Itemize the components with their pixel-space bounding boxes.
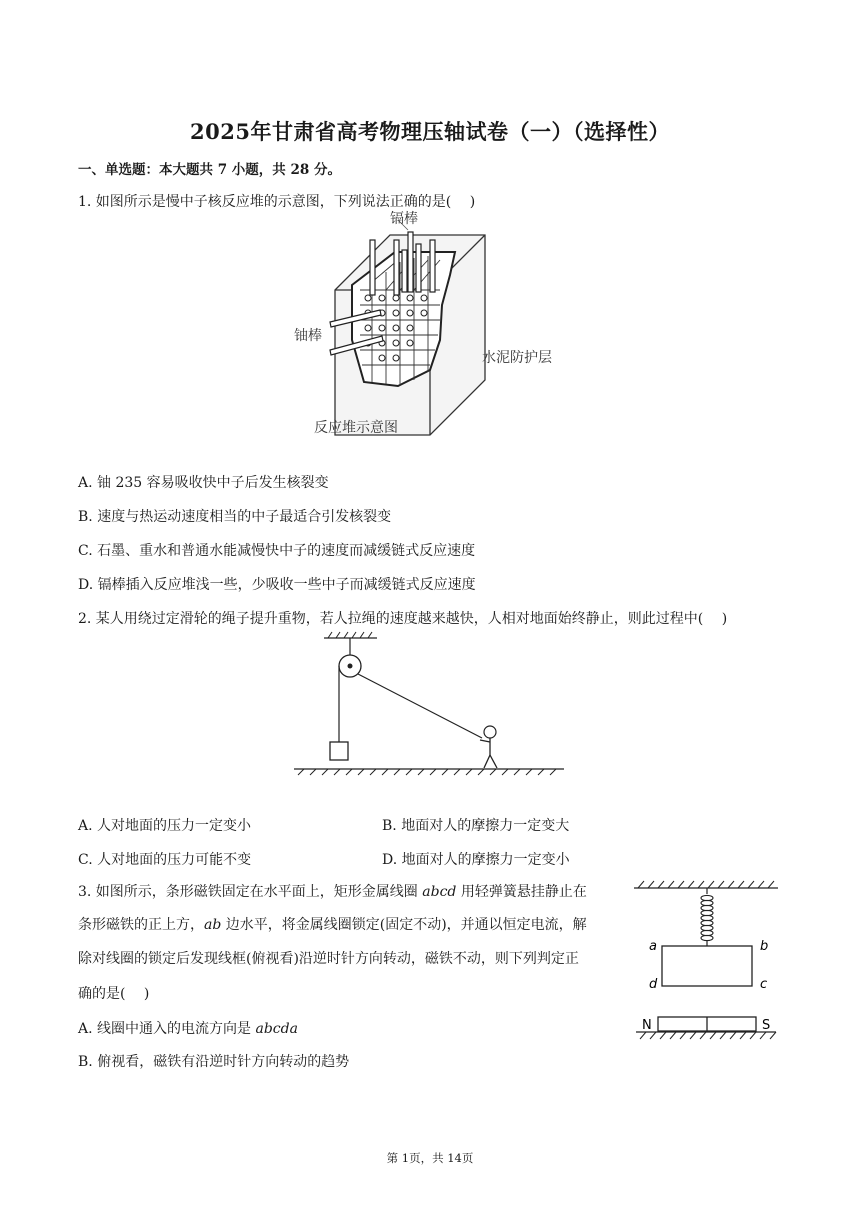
- q2-option-d: D. 地面对人的摩擦力一定变小: [382, 852, 570, 868]
- reactor-figure: [290, 210, 580, 442]
- q3-stem-line-2: 条形磁铁的正上方，ab 边水平，将金属线圈锁定(固定不动)，并通以恒定电流，解: [78, 917, 587, 933]
- page-footer: 第 1页，共 14页: [386, 1151, 474, 1165]
- q3-stem-line-4: 确的是( ): [78, 986, 150, 1002]
- reactor-label-left: 铀棒: [294, 328, 322, 344]
- page-title: 2025年甘肃省高考物理压轴试卷（一）（选择性）: [190, 119, 670, 144]
- q2-option-b: B. 地面对人的摩擦力一定变大: [382, 818, 570, 834]
- coil-magnet-figure: [632, 876, 780, 1046]
- q3-option-b: B. 俯视看，磁铁有沿逆时针方向转动的趋势: [78, 1054, 350, 1070]
- magnet-label-n: N: [642, 1018, 652, 1033]
- q3-stem-line-1: 3. 如图所示，条形磁铁固定在水平面上，矩形金属线圈 abcd 用轻弹簧悬挂静止在: [78, 884, 587, 900]
- q3-var-abcda: abcda: [255, 1021, 298, 1037]
- q3-stem-line-3: 除对线圈的锁定后发现线框(俯视看)沿逆时针方向转动，磁铁不动，则下列判定正: [78, 951, 579, 967]
- section-heading: 一、单选题：本大题共 7 小题，共 28 分。: [78, 162, 341, 178]
- q2-stem: 2. 某人用绕过定滑轮的绳子提升重物，若人拉绳的速度越来越快，人相对地面始终静止，则此过程中( ): [78, 611, 728, 627]
- reactor-label-top: 镉棒: [390, 211, 418, 227]
- q3-var-abcd: abcd: [422, 884, 457, 900]
- q1-stem: 1. 如图所示是慢中子核反应堆的示意图，下列说法正确的是( ): [78, 194, 476, 210]
- corner-label-a: a: [649, 939, 657, 954]
- q3-option-a: A. 线圈中通入的电流方向是 abcda: [78, 1021, 298, 1037]
- q3-var-ab: ab: [204, 917, 222, 933]
- q1-option-b: B. 速度与热运动速度相当的中子最适合引发核裂变: [78, 509, 392, 525]
- corner-label-b: b: [760, 939, 769, 954]
- q2-option-a: A. 人对地面的压力一定变小: [78, 818, 252, 834]
- q2-option-c: C. 人对地面的压力可能不变: [78, 852, 252, 868]
- q1-option-a: A. 铀 235 容易吸收快中子后发生核裂变: [78, 475, 329, 491]
- corner-label-c: c: [760, 977, 768, 992]
- corner-label-d: d: [649, 977, 658, 992]
- pulley-figure: [292, 630, 567, 778]
- q1-option-c: C. 石墨、重水和普通水能减慢快中子的速度而减缓链式反应速度: [78, 543, 476, 559]
- reactor-label-right: 水泥防护层: [482, 350, 552, 366]
- q1-option-d: D. 镉棒插入反应堆浅一些，少吸收一些中子而减缓链式反应速度: [78, 577, 476, 593]
- reactor-caption: 反应堆示意图: [314, 420, 398, 436]
- magnet-label-s: S: [762, 1018, 771, 1033]
